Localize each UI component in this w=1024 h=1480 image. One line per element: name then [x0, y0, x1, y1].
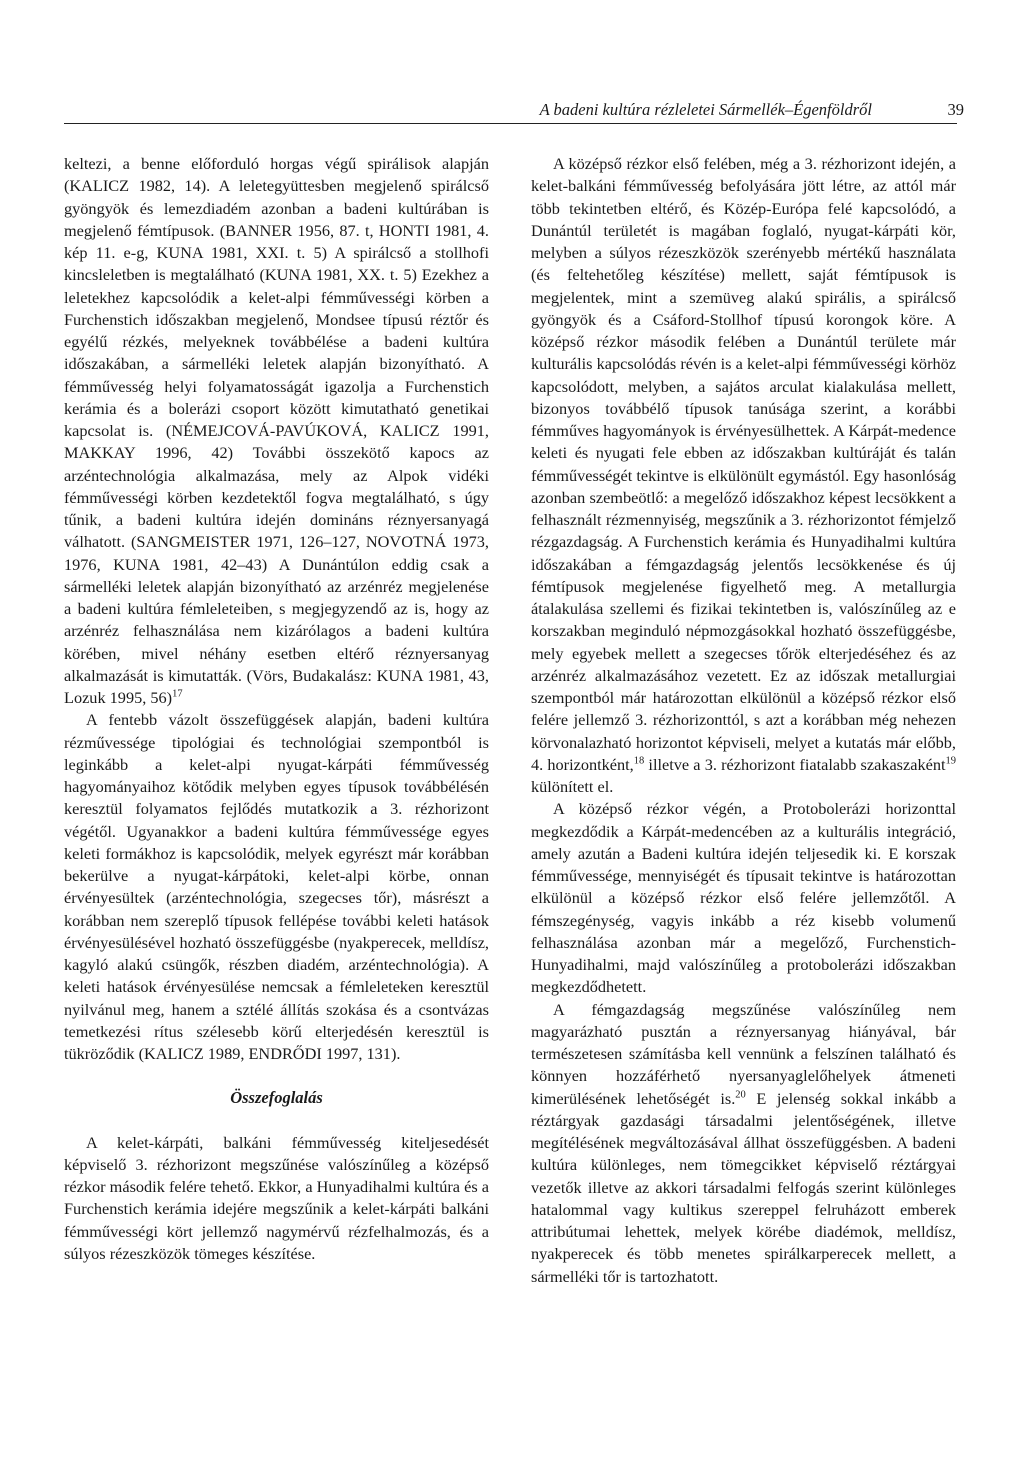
header-rule: [64, 123, 957, 124]
right-column: [531, 153, 956, 1288]
paragraph: A középső rézkor végén, a Protobolerázi horizonttal megkezdődik a Kárpát-medencében az a kulturális integráció, amely azután a Badeni kultúra idején teljesedik ki. E korszak fémművessége, mennyiségét és típusait tekintve is határozottan elkülönül a középső rézkor első felére jellemzőtől. A fémszegénység, vagyis inkább a réz kisebb volumenű felhasználása azonban már a megelőző, Furchenstich-Hunyadihalmi, majd valószínűleg a protobolerázi időszakban megkezdődhetett.: [531, 799, 956, 997]
page-number: 39: [947, 100, 964, 119]
footnote-ref-17: 17: [172, 688, 183, 700]
left-column: [64, 153, 489, 1265]
paragraph: A középső rézkor első felében, még a 3. rézhorizont idején, a kelet-balkáni fémművesség befolyására jött létre, az attól már több tekintetben eltérő, és Közép-Európa felé kapcsolódó, a Dunántúl területét is magában foglaló, nyugat-kárpáti kör, melyben a súlyos rézeszközök szerényebb mértékű használata (és feltehetőleg készítése) mellett, saját fémtípusok is megjelentek, mint a szemüveg alakú spirális, a spirálcső gyöngyök és a Csáford-Stollhof típusú korongok köre. A középső rézkor második felében a Dunántúl területe már kulturális kapcsolódás révén is a kelet-alpi fémművességi körhöz kapcsolódott, melyben, a sajátos arculat kialakulása mellett, bizonyos továbbélő típusok tanúsága szerint, a korábbi fémműves hagyományok is érvényesülhettek. A Kárpát-medence keleti és nyugati fele ebben az időszakban kultúráját és talán fémművességét tekintve is elkülönült egymástól. Egy hasonlóság azonban szembeötlő: a megelőző időszakhoz képest lecsökkent a felhasznált rézmennyiség, megszűnik a 3. rézhorizontot fémjelző rézgazdagság. A Furchenstich kerámia és Hunyadihalmi kultúra időszakában a fémgazdagság jelentős lecsökkenése és új fémtípusok megjelenése figyelhető meg. A metallurgia átalakulása szellemi és fizikai tekintetben is, valószínűleg az e korszakban meginduló népmozgásokkal hozható összefüggésbe, mely egyebek mellett a szegecses tőrök elterjedéséhez és az arzénréz alkalmazásához vezetett. Ez az időszak metallurgiai szempontból már határozottan elkülönül a középső rézkor első felére jellemző 3. rézhorizonttól, s azt a korábban még nehezen körvonalazható horizontot képviseli, melyet a kutatás már előbb, 4. horizontként,$^{18}$ illetve a 3. rézhorizont fiatalabb szakaszaként$^{19}$ különített el.: [531, 154, 956, 796]
footnote-ref-19: 19: [945, 755, 956, 767]
paragraph: A kelet-kárpáti, balkáni fémművesség kiteljesedését képviselő 3. rézhorizont megszűnése valószínűleg a középső rézkor második felére tehető. Ekkor, a Hunyadihalmi kultúra és a Furchenstich kerámia idejére megszűnik a kelet-kárpáti balkáni fémművességi kört jellemző nagymérvű rézfelhalmozás, és a súlyos rézeszközök tömeges készítése.: [64, 1132, 489, 1263]
section-heading: Összefoglalás: [230, 1088, 323, 1108]
paragraph: A fémgazdagság megszűnése valószínűleg nem magyarázható pusztán a réznyersanyag hiányával, bár természetesen számításba kell vennünk a felszínen található és könnyen hozzáférhető nyersanyaglelőhelyek átmeneti kimerülésének lehetőségét is.$^{20}$ E jelenség sokkal inkább a réztárgyak gazdasági társadalmi jelentőségének, illetve megítélésének megváltozásával állhat összefüggésben. A badeni kultúra különleges, nem tömegcikket képviselő réztárgyai vezetők illetve az akkori társadalmi felfogás szerint különleges hatalommal vagy kultikus szereppel felruházott emberek attribútumai lehettek, melyek körébe diadémok, melldísz, nyakperecek és több menetes spirálkarperecek mellett, a sármelléki tőr is tartozhatott.: [531, 999, 956, 1286]
footnote-ref-18: 18: [633, 755, 645, 767]
paragraph: keltezi, a benne előforduló horgas végű spirálisok alapján (KALICZ 1982, 14). A leletegyüttesben megjelenő spirálcső gyöngyök és lemezdiadém azonban a badeni kultúrában is megjelenő fémtípusok. (BANNER 1956, 87. t, HONTI 1981, 4. kép 11. e-g, KUNA 1981, XXI. t. 5) A spirálcső a stollhofi kincsleletben is megtalálható (KUNA 1981, XX. t. 5) Ezekhez a leletekhez kapcsolódik a kelet-alpi fémművességi körben a Furchenstich időszakban megjelenő, Mondsee típusú réztőr és egyélű rézkés, melyeknek továbbélése a badeni kultúra időszakában, a sármelléki leletek alapján bizonyítható. A fémművesség helyi folyamatosságát igazolja a Furchenstich kerámia és a bolerázi csoport között kimutatható genetikai kapcsolat is. (NÉMEJCOVÁ-PAVÚKOVÁ, KALICZ 1991, MAKKAY 1996, 42) További összekötő kapocs az arzéntechnológia alkalmazása, mely az Alpok vidéki fémművességi körben kezdetektől fogva megtalálható, s úgy tűnik, a badeni kultúra idején domináns réznyersanyagá válhatott. (SANGMEISTER 1971, 126–127, NOVOTNÁ 1973, 1976, KUNA 1981, 42–43) A Dunántúlon eddig csak a sármelléki leletek alapján bizonyítható az arzénréz megjelenése a badeni kultúra fémleleteiben, s megjegyzendő az is, hogy az arzénréz felhasználása nem kizárólagos a badeni kultúra körében, mivel néhány esetben eltérő réznyersanyag alkalmazását is kimutatták. (Vörs, Budakalász: KUNA 1981, 43, Lozuk 1995, 56)$^{17}$: [64, 154, 489, 707]
running-header: [64, 100, 964, 124]
paragraph: A fentebb vázolt összefüggések alapján, badeni kultúra rézművessége tipológiai és technológiai szempontból is leginkább a kelet-alpi nyugat-kárpáti fémművesség hagyományaihoz kötődik melyben egyes típusok továbbélésén keresztül folyamatos fejlődés mutatkozik a 3. rézhorizont végétől. Ugyanakkor a badeni kultúra fémművessége egyes keleti formákhoz is kapcsolódik, melyek egyrészt már korábban bekerülve a nyugat-kárpátoki, kelet-alpi körbe, onnan érvényesültek (arzéntechnológia, szegecses tőr), másrészt a korábban nem szereplő típusok fellépése további keleti hatások érvényesülésével hozható összefüggésbe (nyakperecek, melldísz, kagyló alakú csüngők, részben diadém, arzéntechnológia). A keleti hatások érvényesülése nemcsak a fémleleteken keresztül nyilvánul meg, hanem a sztélé állítás szokása és a csontvázas temetkezési rítus szélesebb körű elterjedésén keresztül is tükröződik (KALICZ 1989, ENDRŐDI 1997, 131).: [64, 710, 489, 1063]
footnote-ref-20: 20: [735, 1089, 746, 1101]
running-title: A badeni kultúra rézleletei Sármellék–Égenföldről: [539, 100, 872, 119]
